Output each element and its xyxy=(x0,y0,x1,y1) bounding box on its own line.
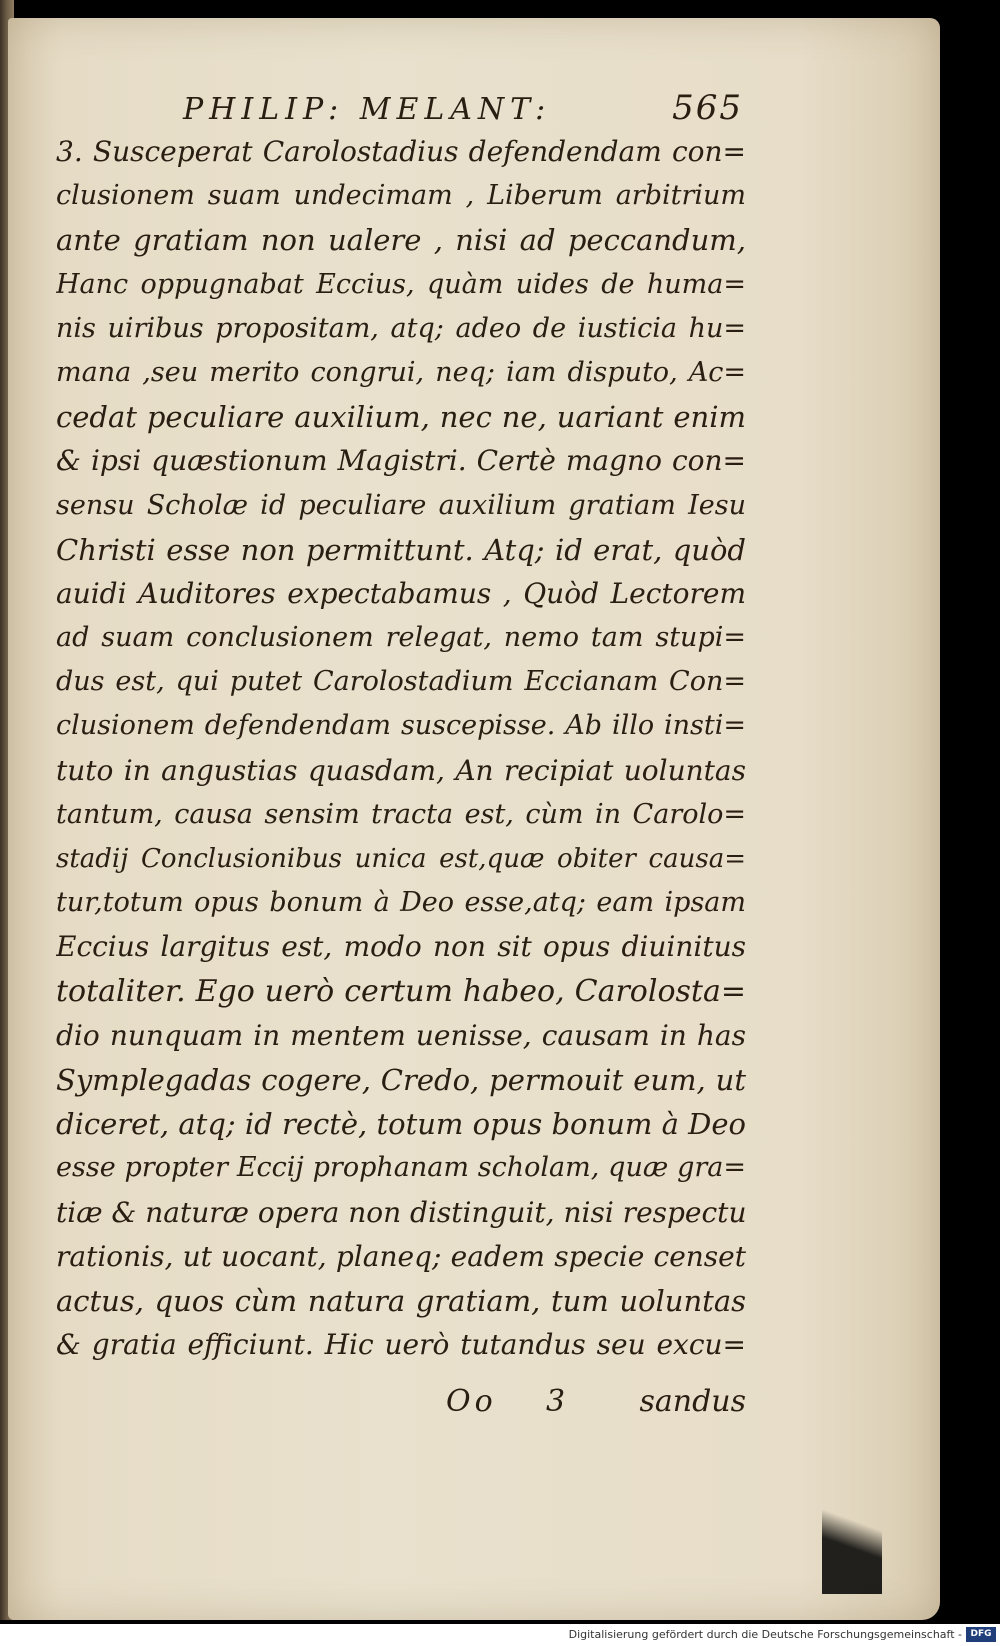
text-line: clusionem defendendam suscepisse. Ab illo insti= xyxy=(56,710,746,742)
text-line: ad suam conclusionem relegat, nemo tam stupi= xyxy=(56,622,746,654)
text-line: sensu Scholæ id peculiare auxilium gratiam Iesu xyxy=(56,489,746,521)
text-line: 3. Susceperat Carolostadius defendendam con= xyxy=(56,135,746,168)
text-line: & ipsi quæstionum Magistri. Certè magno con= xyxy=(56,444,746,478)
text-line: mana ,seu merito congrui, neq; iam disputo, Ac= xyxy=(56,356,746,388)
text-line: Christi esse non permittunt. Atq; id erat, quòd xyxy=(56,532,746,567)
text-line: actus, quos cùm natura gratiam, tum uoluntas xyxy=(56,1283,746,1318)
text-line: ante gratiam non ualere , nisi ad peccandum, xyxy=(56,223,746,258)
text-line: & gratia efficiunt. Hic uerò tutandus seu excu= xyxy=(56,1328,746,1362)
text-line: esse propter Eccij prophanam scholam, quæ gra= xyxy=(56,1152,746,1184)
text-line: dio nunquam in mentem uenisse, causam in has xyxy=(56,1018,746,1052)
body-text xyxy=(56,130,746,1367)
credit-text: Digitalisierung gefördert durch die Deutsche Forschungsgemeinschaft - xyxy=(568,1628,962,1641)
catchword: sandus xyxy=(639,1384,746,1419)
signature-mark: Oo xyxy=(446,1384,497,1419)
text-line: dus est, qui putet Carolostadium Eccianam Con= xyxy=(56,666,746,698)
text-line: tuto in angustias quasdam, An recipiat uoluntas xyxy=(56,753,746,787)
text-line: Eccius largitus est, modo non sit opus diuinitus xyxy=(56,930,746,964)
text-line: tur,totum opus bonum à Deo esse,atq; eam ipsam xyxy=(56,887,746,919)
text-line: rationis, ut uocant, planeq; eadem specie censet xyxy=(56,1239,746,1273)
text-line: clusionem suam undecimam , Liberum arbitrium xyxy=(56,180,746,212)
text-line: auidi Auditores expectabamus , Quòd Lectorem xyxy=(56,576,746,610)
page-corner-shadow xyxy=(822,1474,882,1594)
text-line: Hanc oppugnabat Eccius, quàm uides de huma= xyxy=(56,268,746,300)
text-line: stadij Conclusionibus unica est,quæ obiter causa= xyxy=(56,844,746,874)
running-head: PHILIP: MELANT: xyxy=(183,92,552,127)
dfg-logo: DFG xyxy=(966,1627,996,1642)
credit-bar xyxy=(0,1624,1000,1646)
text-line: tiæ & naturæ opera non distinguit, nisi respectu xyxy=(56,1195,746,1229)
text-line: diceret, atq; id rectè, totum opus bonum à Deo xyxy=(56,1107,746,1142)
text-line: Symplegadas cogere, Credo, permouit eum, ut xyxy=(56,1062,746,1097)
gathering-number: 3 xyxy=(546,1384,566,1419)
page-number: 565 xyxy=(672,88,743,128)
text-line: totaliter. Ego uerò certum habeo, Carolosta= xyxy=(56,973,746,1009)
text-line: cedat peculiare auxilium, nec ne, uariant enim xyxy=(56,400,746,435)
page-header xyxy=(183,88,743,132)
book-page xyxy=(8,18,940,1620)
text-line: nis uiribus propositam, atq; adeo de iusticia hu= xyxy=(56,312,746,344)
text-line: tantum, causa sensim tracta est, cùm in Carolo= xyxy=(56,798,746,830)
page-footer xyxy=(56,1384,746,1428)
